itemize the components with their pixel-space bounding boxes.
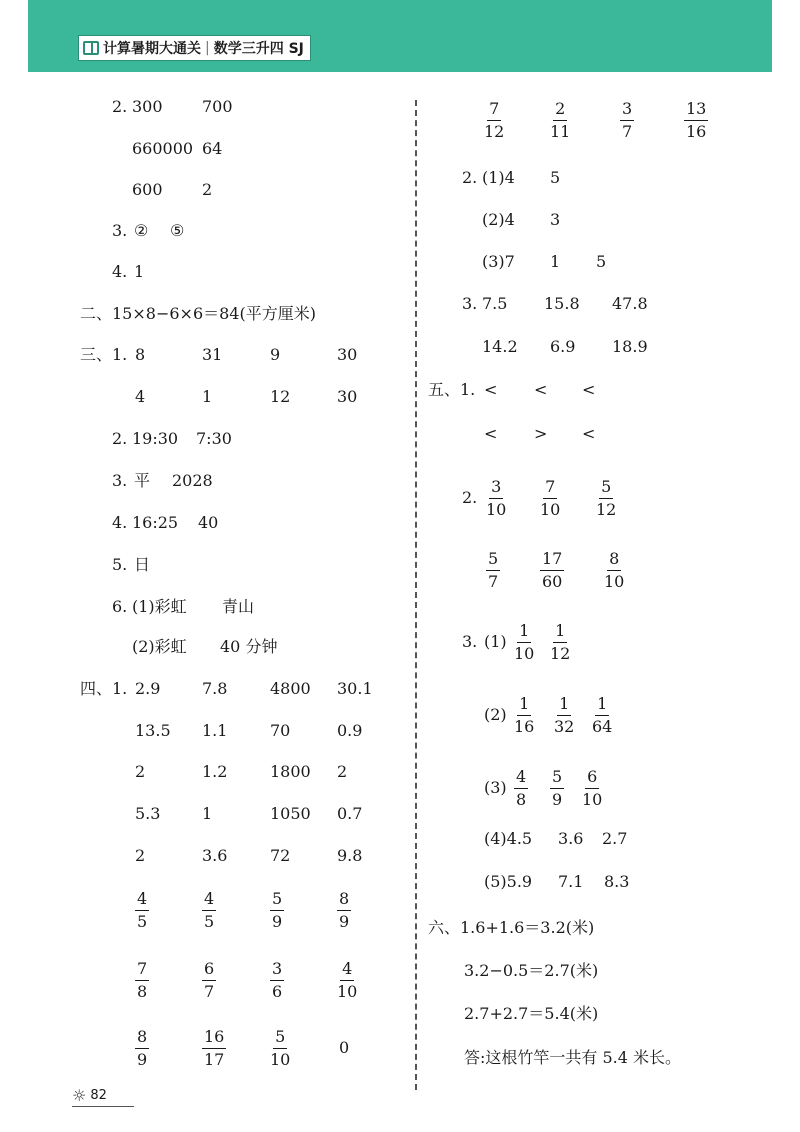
item-label: 5. (112, 555, 128, 574)
answer-value: 3 (550, 210, 561, 229)
answer-value: 日 (134, 555, 151, 574)
answer-value: 700 (202, 97, 233, 116)
answer-value: 7.1 (558, 872, 584, 891)
page-number-area (72, 1086, 107, 1105)
answer-value: < (582, 424, 596, 443)
answer-value: (2)彩虹 (132, 637, 187, 656)
fraction-row (462, 621, 782, 663)
answer-value: 15.8 (544, 294, 580, 313)
answer-value: (5)5.9 (484, 872, 533, 891)
sun-swirl-icon: ☼ (72, 1086, 87, 1105)
fraction: 3 7 (622, 99, 633, 141)
fraction: 1 10 (514, 621, 535, 663)
page-number: 82 (90, 1088, 107, 1103)
answer-value: 72 (270, 846, 291, 865)
answer-expression: 二、15×8−6×6＝84(平方厘米) (80, 304, 316, 323)
fraction: 2 11 (550, 99, 571, 141)
fraction-row (484, 767, 784, 809)
fraction: 6 7 (204, 959, 215, 1001)
answer-value: 8 (135, 345, 146, 364)
fraction: 4 5 (137, 889, 148, 931)
answer-value: (4)4.5 (484, 829, 533, 848)
answer-value: 3.6 (202, 846, 228, 865)
item-label: 2. (112, 97, 128, 116)
answer-value: 0.7 (337, 804, 363, 823)
answer-value: 30 (337, 387, 358, 406)
header-subtitle: 数学三升四 SJ (213, 41, 304, 57)
fraction: 1 32 (554, 694, 575, 736)
item-label: 3. (112, 471, 128, 490)
fraction: 17 60 (542, 549, 563, 591)
answer-value: 47.8 (612, 294, 648, 313)
item-label: 五、1. (428, 380, 476, 399)
answer-value: 18.9 (612, 337, 648, 356)
answer-expression: 六、1.6+1.6＝3.2(米) (428, 918, 595, 937)
answer-value: 4 (135, 387, 146, 406)
answer-value: 8.3 (604, 872, 630, 891)
answer-value: 5.3 (135, 804, 161, 823)
fraction: 8 10 (604, 549, 625, 591)
answer-value: ⑤ (170, 221, 185, 240)
fraction: 7 12 (484, 99, 505, 141)
answer-expression: 3.2−0.5＝2.7(米) (464, 961, 599, 980)
fraction: 4 10 (337, 959, 358, 1001)
fraction-row (484, 99, 784, 141)
answer-value: 70 (270, 721, 291, 740)
book-icon (83, 41, 99, 55)
answer-value: < (534, 380, 548, 399)
column-divider (415, 100, 417, 1090)
answer-value: 3.6 (558, 829, 584, 848)
fraction: 8 9 (339, 889, 350, 931)
fraction: 5 9 (552, 767, 563, 809)
fraction: 13 16 (686, 99, 707, 141)
fraction: 7 8 (137, 959, 148, 1001)
answer-value: 0 (339, 1038, 350, 1057)
fraction: 5 12 (596, 477, 617, 519)
answer-value: (3)7 (482, 252, 515, 271)
answer-value: 12 (270, 387, 291, 406)
answer-value: 2 (337, 762, 348, 781)
item-label: 4. (112, 262, 128, 281)
answer-value: 2 (135, 846, 146, 865)
fraction: 3 6 (272, 959, 283, 1001)
fraction-row (135, 1027, 415, 1069)
answer-value: 平 (134, 471, 151, 490)
answer-value: (1)4 (482, 168, 515, 187)
answer-value: 5 (596, 252, 607, 271)
answer-value: < (484, 424, 498, 443)
fraction: 5 7 (488, 549, 499, 591)
answer-value: 14.2 (482, 337, 518, 356)
answer-value: < (484, 380, 498, 399)
answer-value: 7:30 (196, 429, 232, 448)
fraction-row (484, 694, 784, 736)
header-title-box (78, 35, 311, 61)
answer-value: 40 (198, 513, 219, 532)
answer-expression: 2.7+2.7＝5.4(米) (464, 1004, 599, 1023)
answer-value: 7.8 (202, 679, 228, 698)
answer-value: 300 (132, 97, 163, 116)
fraction-row (135, 959, 415, 1001)
header-separator: | (205, 40, 210, 56)
answer-value: 4800 (270, 679, 311, 698)
answer-value: 6.9 (550, 337, 576, 356)
item-label: 6. (112, 597, 128, 616)
answer-value: 2 (135, 762, 146, 781)
fraction: 7 10 (540, 477, 561, 519)
fraction: 6 10 (582, 767, 603, 809)
fraction: 3 10 (486, 477, 507, 519)
fraction-row (462, 477, 782, 519)
fraction-row (135, 889, 415, 931)
item-label: 3. (462, 632, 478, 651)
answer-value: 1 (134, 262, 145, 281)
header-title: 计算暑期大通关 (103, 41, 201, 57)
item-label: (2) (484, 705, 507, 724)
answer-value: 1050 (270, 804, 311, 823)
answer-value: 青山 (222, 597, 255, 616)
answer-value: 2 (202, 180, 213, 199)
answer-value: 1 (202, 804, 213, 823)
answer-value: 2028 (172, 471, 213, 490)
item-label: 三、1. (80, 345, 128, 364)
answer-value: 1.2 (202, 762, 228, 781)
fraction: 1 16 (514, 694, 535, 736)
fraction: 16 17 (204, 1027, 225, 1069)
item-label: 2. (462, 488, 478, 507)
item-label: 四、1. (80, 679, 128, 698)
item-label: 2. (462, 168, 478, 187)
fraction: 5 9 (272, 889, 283, 931)
fraction: 4 5 (204, 889, 215, 931)
fraction: 4 8 (516, 767, 527, 809)
fraction: 1 64 (592, 694, 613, 736)
answer-value: 30 (337, 345, 358, 364)
answer-value: (1)彩虹 (132, 597, 187, 616)
answer-value: 660000 (132, 139, 194, 158)
fraction-row (486, 549, 786, 591)
fraction: 1 12 (550, 621, 571, 663)
answer-value: 1.1 (202, 721, 228, 740)
answer-value: 1 (202, 387, 213, 406)
answer-value: 9.8 (337, 846, 363, 865)
answer-value: 9 (270, 345, 281, 364)
answer-value: 600 (132, 180, 163, 199)
answer-value: 2.7 (602, 829, 628, 848)
answer-value: 16:25 (132, 513, 179, 532)
item-label: 2. (112, 429, 128, 448)
item-label: 3. (112, 221, 128, 240)
item-label: (3) (484, 778, 507, 797)
answer-value: ② (134, 221, 149, 240)
answer-value: < (582, 380, 596, 399)
answer-value: 0.9 (337, 721, 363, 740)
answer-value: 13.5 (135, 721, 171, 740)
answer-value: 40 分钟 (220, 637, 278, 656)
fraction: 5 10 (270, 1027, 291, 1069)
answer-value: (2)4 (482, 210, 515, 229)
answer-value: 19:30 (132, 429, 179, 448)
answer-value: 64 (202, 139, 223, 158)
answer-value: 5 (550, 168, 561, 187)
item-label: 3. (462, 294, 478, 313)
fraction: 8 9 (137, 1027, 148, 1069)
answer-sentence: 答:这根竹竿一共有 5.4 米长。 (464, 1048, 682, 1067)
answer-value: > (534, 424, 548, 443)
answer-value: 31 (202, 345, 223, 364)
answer-value: 1800 (270, 762, 311, 781)
answer-value: 30.1 (337, 679, 373, 698)
answer-value: 7.5 (482, 294, 508, 313)
page-number-underline (72, 1106, 134, 1107)
item-label: (1) (484, 632, 507, 651)
item-label: 4. (112, 513, 128, 532)
answer-value: 1 (550, 252, 561, 271)
answer-value: 2.9 (135, 679, 161, 698)
